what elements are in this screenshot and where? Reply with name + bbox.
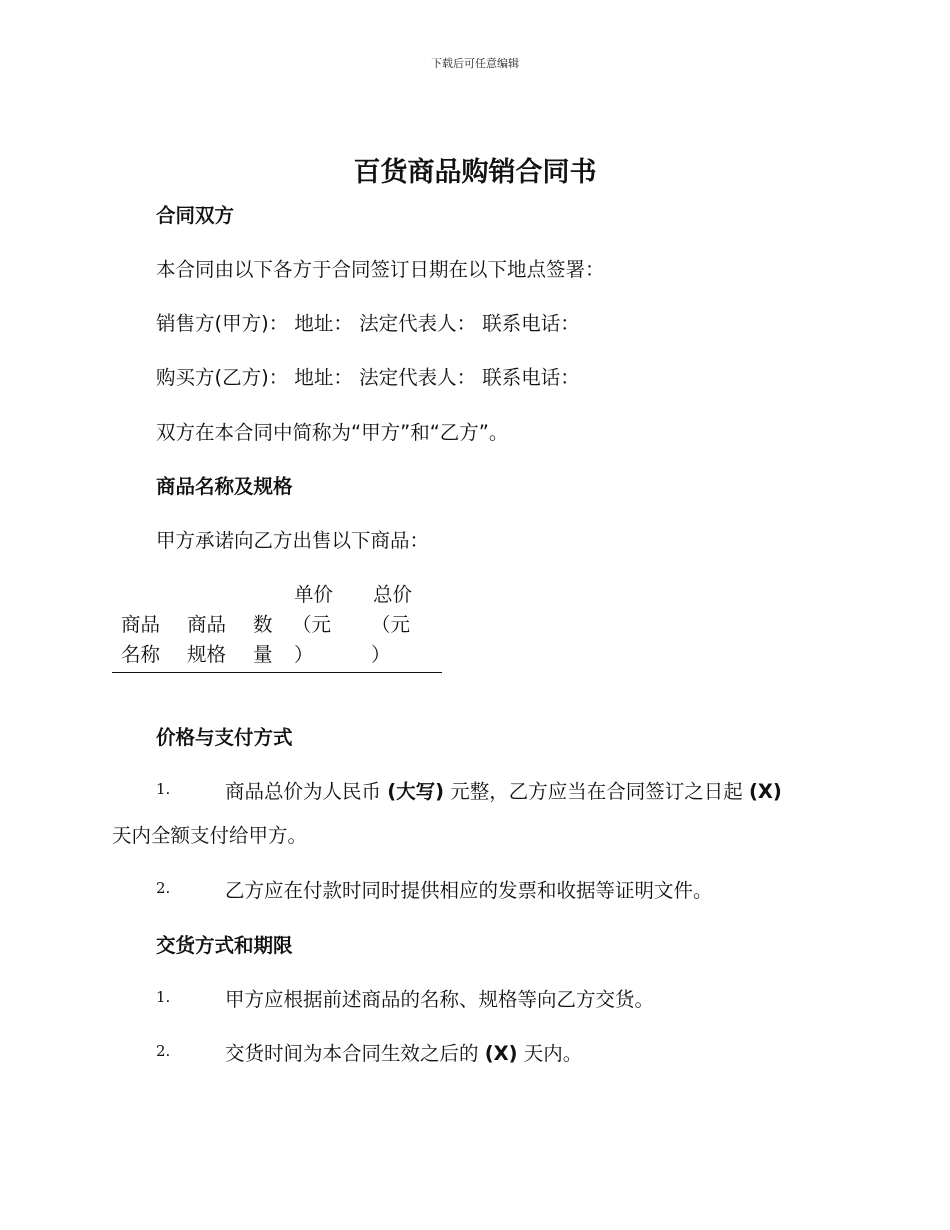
section-heading-payment: 价格与支付方式 [156,726,293,749]
table-header-goods-name-2: 名称 [121,643,161,666]
payment-item-1-continuation: 天内全额支付给甲方。 [112,824,308,847]
payment-item-1-part-b: 元整，乙方应当在合同签订之日起 [444,780,749,803]
section-heading-delivery: 交货方式和期限 [156,934,293,957]
delivery-item-2-part-a: 交货时间为本合同生效之后的 [225,1042,485,1065]
table-header-quantity-2: 量 [253,643,273,666]
table-header-unit-price-3: ） [294,643,314,666]
seller-line: 销售方(甲方)： 地址： 法定代表人： 联系电话： [156,312,580,335]
payment-item-1-text [225,776,782,804]
goods-table [112,580,442,673]
table-header-goods-spec-1: 商品 [187,613,227,636]
delivery-item-1-number: 1. [156,988,171,1006]
table-header-total-price-1: 总价 [373,583,413,606]
table-header-goods-spec-2: 规格 [187,643,227,666]
buyer-line: 购买方(乙方)： 地址： 法定代表人： 联系电话： [156,366,580,389]
document-title: 百货商品购销合同书 [353,157,597,188]
abbreviation-line: 双方在本合同中简称为“甲方”和“乙方”。 [156,421,509,444]
section-heading-parties: 合同双方 [156,204,235,227]
goods-intro: 甲方承诺向乙方出售以下商品： [156,529,430,552]
table-header-goods-name-1: 商品 [121,613,161,636]
payment-item-1-amount-placeholder: (大写) [387,780,445,803]
payment-item-2-text: 乙方应在付款时同时提供相应的发票和收据等证明文件。 [225,879,713,902]
header-note: 下载后可任意编辑 [431,57,519,70]
table-header-unit-price-1: 单价 [294,583,334,606]
payment-item-1-days-placeholder: (X) [748,780,782,803]
delivery-item-2-days-placeholder: (X) [484,1042,518,1065]
table-header-total-price-3: ） [371,643,391,666]
table-header-quantity-1: 数 [253,613,273,636]
table-header-total-price-2: （元 [371,613,411,636]
table-header-unit-price-2: （元 [292,613,332,636]
delivery-item-2-number: 2. [156,1042,171,1060]
delivery-item-2-part-b: 天内。 [517,1042,583,1065]
payment-item-2-number: 2. [156,879,171,897]
delivery-item-1-text: 甲方应根据前述商品的名称、规格等向乙方交货。 [225,988,655,1011]
payment-item-1-number: 1. [156,780,171,798]
section-heading-goods: 商品名称及规格 [156,475,293,498]
payment-item-1-part-a: 商品总价为人民币 [225,780,388,803]
delivery-item-2-text [225,1038,582,1066]
parties-intro: 本合同由以下各方于合同签订日期在以下地点签署： [156,258,605,281]
